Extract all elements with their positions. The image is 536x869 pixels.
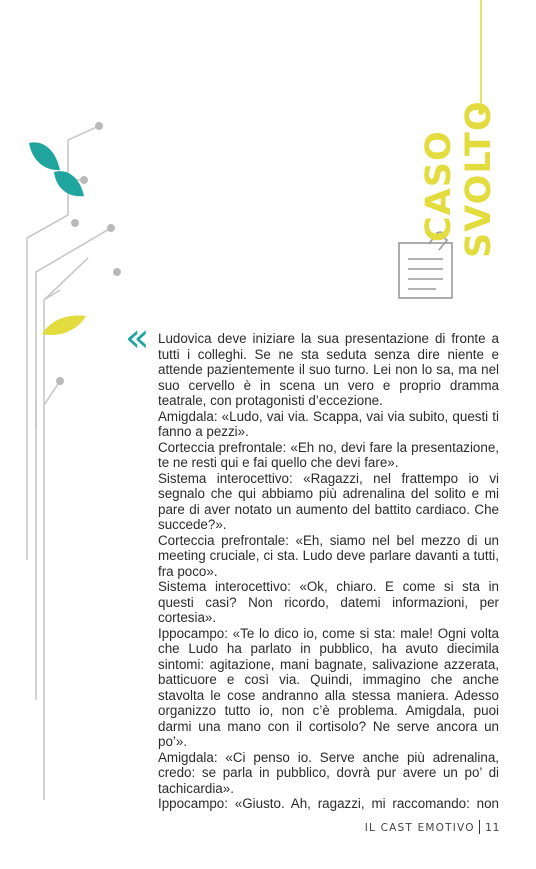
case-text: [158, 331, 499, 812]
paragraph: Corteccia prefrontale: «Eh no, devi fare la presentazione, te ne resti qui e fai quello che devi fare».: [158, 439, 499, 470]
case-label: [419, 100, 500, 260]
running-title: IL CAST EMOTIVO: [364, 822, 475, 834]
case-label-line2: SVOLTO: [459, 100, 499, 258]
leaf-icon: [29, 142, 86, 335]
paragraph: Ippocampo: «Giusto. Ah, ragazzi, mi raccomando: non: [158, 796, 499, 811]
paragraph: Amigdala: «Ludo, vai via. Scappa, vai via subito, questi ti fanno a pezzi».: [158, 408, 499, 439]
paragraph: Ippocampo: «Te lo dico io, come si sta: male! Ogni volta che Ludo ha parlato in pubblico, ha avuto diecimila sintomi: agitazione, mani bagnate, salivazione azzerata, batticuore e così via. Quindi, immagino che anche stavolta le cose andranno alla stessa maniera. Adesso organizzo tutto io, non c’è problema. Amigdala, puoi darmi una mano con il cortisolo? Ne serve ancora un po’».: [158, 625, 499, 749]
footer-divider: [479, 820, 480, 834]
paragraph: Corteccia prefrontale: «Eh, siamo nel bel mezzo di un meeting cruciale, ci sta. Ludo deve parlare davanti a tutti, fra poco».: [158, 532, 499, 579]
branch-node-dots: [56, 122, 121, 385]
paragraph: Amigdala: «Ci penso io. Serve anche più adrenalina, credo: se parla in pubblico, dovrà pur avere un po’ di tachicardia».: [158, 749, 499, 796]
paragraph: Ludovica deve iniziare la sua presentazione di fronte a tutti i colleghi. Se ne sta seduta senza dire niente e attende pazientemente il suo turno. Lei non lo sa, ma nel suo cervello è in scena un vero e proprio dramma teatrale, con protagonisti d’eccezione.: [158, 331, 499, 408]
paragraph: Sistema interocettivo: «Ragazzi, nel frattempo io vi segnalo che qui abbiamo più adrenalina del solito e mi pare di aver notato un aumento del battito cardiaco. Che succede?».: [158, 470, 499, 532]
page-footer: [365, 820, 500, 834]
page-number: 11: [485, 821, 500, 834]
side-rule: [478, 0, 484, 115]
paragraph: Sistema interocettivo: «Ok, chiaro. E come si sta in questi casi? Non ricordo, datemi informazioni, per cortesia».: [158, 579, 499, 625]
open-quote-icon: «: [125, 315, 150, 361]
case-label-line1: CASO: [419, 130, 459, 242]
branch-decoration-icon: [27, 126, 111, 800]
